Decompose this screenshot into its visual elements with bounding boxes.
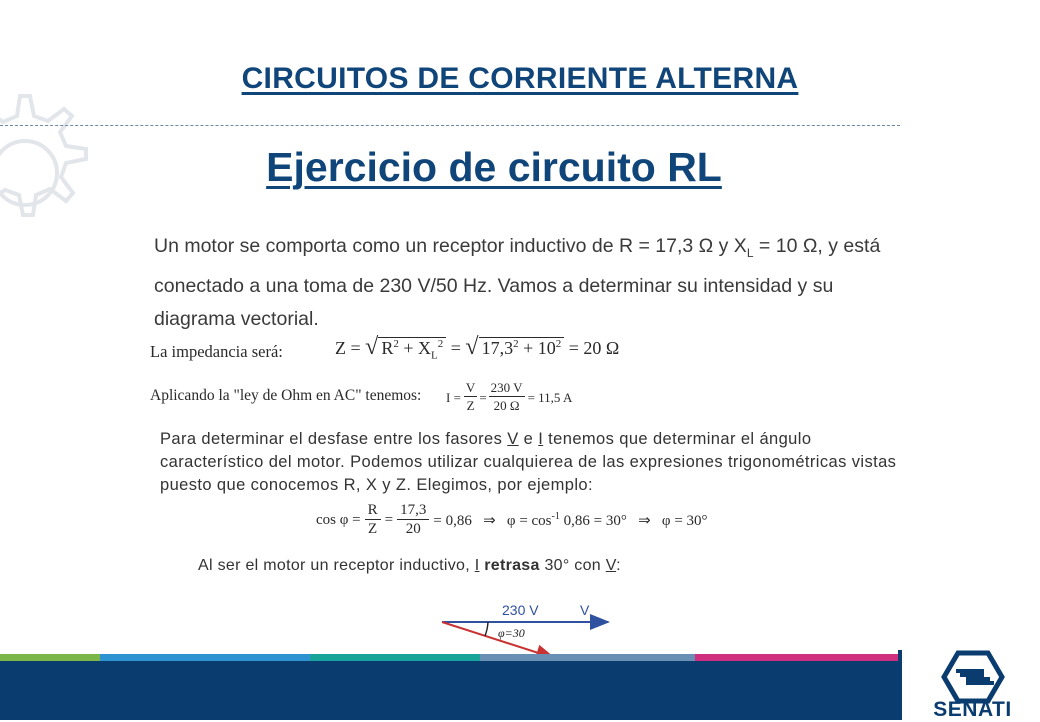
ohm-label: Aplicando la "ley de Ohm en AC" tenemos: [150,387,422,404]
impedance-equation: Z = √ $R^2 + X_L^2$ = √ $17,3^2 + 10^2 = 20$ Ω [335,334,620,362]
header-divider [0,125,900,126]
conclusion-text: Al ser el motor un receptor inductivo, I retrasa 30° con V: [198,557,621,574]
ohm-equation: I = V = 230 V = 11,5 A Z 20 Ω [446,380,573,413]
cos-equation: cos φ = R = 17,3 = 0,86 ⇒ $\varphi = \cos^{-1} 0,86 = 30^\circ$ ⇒ φ = 30° Z 20 [316,502,708,537]
voltage-value: 230 V [502,602,539,618]
footer-divider [898,650,902,720]
senati-logo-text: SENATI [933,698,1012,721]
problem-statement: Un motor se comporta como un receptor inductivo de R = 17,3 Ω y $X_L = 10$ Ω, y está conectado a una toma de 230 V/50 Hz. Vamos a determinar su intensidad y su diagrama vectorial. [154,235,881,330]
impedance-label: La impedancia será: [150,342,283,361]
voltage-label: V [580,602,590,618]
angle-label: φ=30 [498,626,525,640]
angle-arc [485,622,488,636]
page-title: CIRCUITOS DE CORRIENTE ALTERNA [241,62,799,95]
phase-paragraph: Para determinar el desfase entre los fasores V e I tenemos que determinar el ángulo característico del motor. Podemos utilizar cualquierea de las expresiones trigonométricas vistas puesto que conocemos R, X y Z. Elegimos, por ejemplo: [160,430,897,494]
page-subtitle: Ejercicio de circuito RL [266,144,722,190]
footer-color-stripes [0,654,898,661]
footer-band [0,661,898,720]
